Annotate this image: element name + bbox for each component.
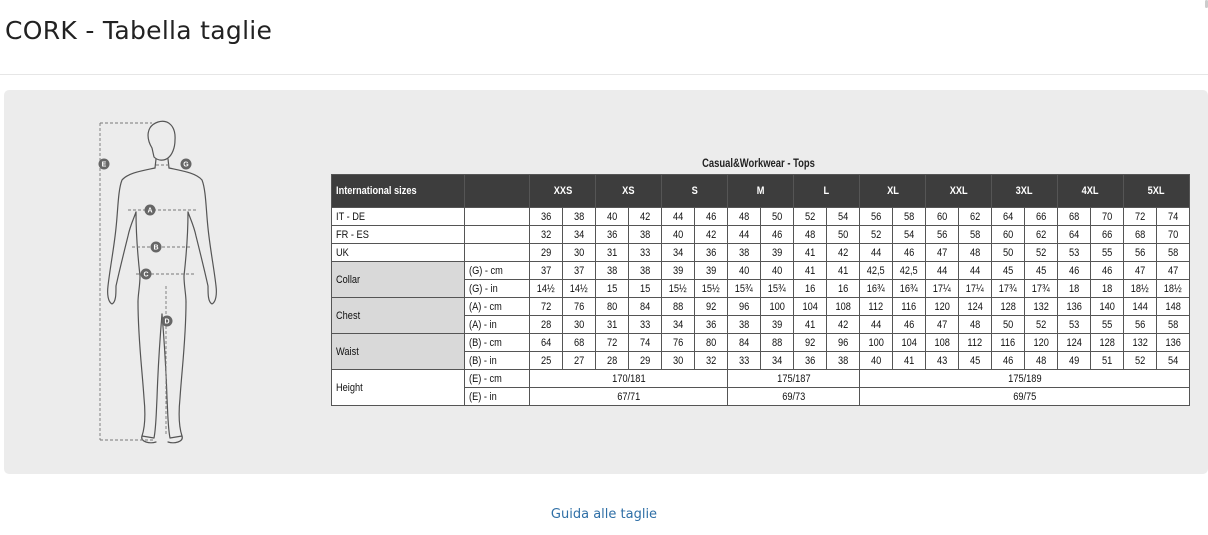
marker-e-label: E xyxy=(101,161,107,169)
row-label: FR - ES xyxy=(332,226,465,244)
value-cell: 46 xyxy=(761,226,794,244)
value-cell: 47 xyxy=(1124,262,1157,280)
height-range-cell: 69/75 xyxy=(860,388,1190,406)
value-cell: 112 xyxy=(860,298,893,316)
value-cell: 45 xyxy=(992,262,1025,280)
unit-cell: (G) - cm xyxy=(465,262,530,280)
value-cell: 70 xyxy=(1157,226,1190,244)
unit-cell: (G) - in xyxy=(465,280,530,298)
table-row xyxy=(332,226,1190,244)
value-cell: 17¼ xyxy=(959,280,992,298)
value-cell: 112 xyxy=(959,334,992,352)
header-international-sizes: International sizes xyxy=(332,175,465,208)
value-cell: 39 xyxy=(662,262,695,280)
value-cell: 18½ xyxy=(1124,280,1157,298)
size-table xyxy=(331,174,1190,406)
value-cell: 38 xyxy=(596,262,629,280)
value-cell: 74 xyxy=(629,334,662,352)
value-cell: 53 xyxy=(1058,244,1091,262)
value-cell: 64 xyxy=(992,208,1025,226)
table-row xyxy=(332,298,1190,316)
value-cell: 17¾ xyxy=(992,280,1025,298)
value-cell: 40 xyxy=(860,352,893,370)
group-label: Waist xyxy=(332,334,465,370)
value-cell: 132 xyxy=(1124,334,1157,352)
value-cell: 46 xyxy=(893,316,926,334)
value-cell: 14½ xyxy=(563,280,596,298)
value-cell: 15½ xyxy=(662,280,695,298)
value-cell: 96 xyxy=(827,334,860,352)
header-size-s: S xyxy=(662,175,728,208)
value-cell: 72 xyxy=(596,334,629,352)
value-cell: 64 xyxy=(1058,226,1091,244)
value-cell: 25 xyxy=(530,352,563,370)
value-cell: 47 xyxy=(926,244,959,262)
value-cell: 74 xyxy=(1157,208,1190,226)
value-cell: 104 xyxy=(893,334,926,352)
chart-title: Casual&Workwear - Tops xyxy=(702,158,815,170)
height-range-cell: 67/71 xyxy=(530,388,728,406)
value-cell: 132 xyxy=(1025,298,1058,316)
value-cell: 30 xyxy=(662,352,695,370)
row-label: UK xyxy=(332,244,465,262)
value-cell: 34 xyxy=(563,226,596,244)
value-cell: 44 xyxy=(662,208,695,226)
value-cell: 58 xyxy=(1157,316,1190,334)
value-cell: 34 xyxy=(662,316,695,334)
group-label: Collar xyxy=(332,262,465,298)
value-cell: 124 xyxy=(1058,334,1091,352)
value-cell: 116 xyxy=(893,298,926,316)
value-cell: 56 xyxy=(926,226,959,244)
value-cell: 104 xyxy=(794,298,827,316)
value-cell: 50 xyxy=(992,316,1025,334)
value-cell: 43 xyxy=(926,352,959,370)
value-cell: 33 xyxy=(629,316,662,334)
header-size-3xl: 3XL xyxy=(992,175,1058,208)
value-cell: 116 xyxy=(992,334,1025,352)
value-cell: 120 xyxy=(1025,334,1058,352)
value-cell: 46 xyxy=(695,208,728,226)
value-cell: 60 xyxy=(992,226,1025,244)
value-cell: 84 xyxy=(629,298,662,316)
header-size-xxl: XXL xyxy=(926,175,992,208)
header-size-4xl: 4XL xyxy=(1058,175,1124,208)
value-cell: 52 xyxy=(1025,316,1058,334)
height-range-cell: 69/73 xyxy=(728,388,860,406)
value-cell: 48 xyxy=(959,316,992,334)
value-cell: 17¾ xyxy=(1025,280,1058,298)
value-cell: 36 xyxy=(695,316,728,334)
body-measurement-figure xyxy=(96,118,228,446)
size-guide-link[interactable]: Guida alle taglie xyxy=(550,507,658,522)
value-cell: 48 xyxy=(959,244,992,262)
value-cell: 38 xyxy=(563,208,596,226)
value-cell: 14½ xyxy=(530,280,563,298)
value-cell: 62 xyxy=(1025,226,1058,244)
value-cell: 42 xyxy=(629,208,662,226)
unit-cell: (A) - cm xyxy=(465,298,530,316)
value-cell: 37 xyxy=(530,262,563,280)
value-cell: 30 xyxy=(563,316,596,334)
value-cell: 48 xyxy=(794,226,827,244)
value-cell: 39 xyxy=(695,262,728,280)
value-cell: 92 xyxy=(794,334,827,352)
value-cell: 47 xyxy=(1157,262,1190,280)
value-cell: 18½ xyxy=(1157,280,1190,298)
header-size-l: L xyxy=(794,175,860,208)
value-cell: 92 xyxy=(695,298,728,316)
value-cell: 38 xyxy=(629,226,662,244)
value-cell: 36 xyxy=(794,352,827,370)
value-cell: 30 xyxy=(563,244,596,262)
header-divider xyxy=(0,74,1208,75)
value-cell: 54 xyxy=(827,208,860,226)
value-cell: 40 xyxy=(662,226,695,244)
value-cell: 17¼ xyxy=(926,280,959,298)
value-cell: 53 xyxy=(1058,316,1091,334)
value-cell: 44 xyxy=(959,262,992,280)
value-cell: 33 xyxy=(629,244,662,262)
value-cell: 50 xyxy=(992,244,1025,262)
page-title: CORK - Tabella taglie xyxy=(5,16,273,45)
value-cell: 48 xyxy=(1025,352,1058,370)
value-cell: 54 xyxy=(893,226,926,244)
value-cell: 38 xyxy=(827,352,860,370)
value-cell: 49 xyxy=(1058,352,1091,370)
value-cell: 51 xyxy=(1091,352,1124,370)
value-cell: 100 xyxy=(860,334,893,352)
value-cell: 40 xyxy=(761,262,794,280)
header-size-xxs: XXS xyxy=(530,175,596,208)
value-cell: 29 xyxy=(629,352,662,370)
value-cell: 68 xyxy=(1058,208,1091,226)
value-cell: 40 xyxy=(728,262,761,280)
value-cell: 40 xyxy=(596,208,629,226)
value-cell: 42 xyxy=(827,244,860,262)
header-size-m: M xyxy=(728,175,794,208)
row-label: IT - DE xyxy=(332,208,465,226)
value-cell: 72 xyxy=(1124,208,1157,226)
value-cell: 136 xyxy=(1058,298,1091,316)
marker-b-label: B xyxy=(153,244,159,252)
value-cell: 16 xyxy=(827,280,860,298)
value-cell: 29 xyxy=(530,244,563,262)
value-cell: 38 xyxy=(629,262,662,280)
value-cell: 84 xyxy=(728,334,761,352)
value-cell: 44 xyxy=(860,316,893,334)
value-cell: 128 xyxy=(992,298,1025,316)
marker-d-label: D xyxy=(164,318,170,326)
value-cell: 52 xyxy=(794,208,827,226)
value-cell: 41 xyxy=(794,244,827,262)
value-cell: 31 xyxy=(596,244,629,262)
unit-cell: (B) - in xyxy=(465,352,530,370)
header-size-xl: XL xyxy=(860,175,926,208)
value-cell: 44 xyxy=(728,226,761,244)
value-cell: 72 xyxy=(530,298,563,316)
value-cell: 31 xyxy=(596,316,629,334)
table-row xyxy=(332,334,1190,352)
value-cell: 148 xyxy=(1157,298,1190,316)
value-cell: 28 xyxy=(596,352,629,370)
unit-cell xyxy=(465,244,530,262)
value-cell: 46 xyxy=(893,244,926,262)
value-cell: 18 xyxy=(1058,280,1091,298)
value-cell: 66 xyxy=(1025,208,1058,226)
value-cell: 50 xyxy=(827,226,860,244)
value-cell: 52 xyxy=(860,226,893,244)
value-cell: 58 xyxy=(959,226,992,244)
unit-cell: (E) - cm xyxy=(465,370,530,388)
value-cell: 16¾ xyxy=(893,280,926,298)
value-cell: 38 xyxy=(728,244,761,262)
value-cell: 88 xyxy=(761,334,794,352)
height-range-cell: 175/187 xyxy=(728,370,860,388)
value-cell: 120 xyxy=(926,298,959,316)
value-cell: 46 xyxy=(1058,262,1091,280)
value-cell: 45 xyxy=(959,352,992,370)
value-cell: 55 xyxy=(1091,244,1124,262)
marker-c-label: C xyxy=(143,271,149,279)
value-cell: 15¾ xyxy=(728,280,761,298)
value-cell: 44 xyxy=(926,262,959,280)
header-size-xs: XS xyxy=(596,175,662,208)
value-cell: 36 xyxy=(596,226,629,244)
value-cell: 50 xyxy=(761,208,794,226)
value-cell: 27 xyxy=(563,352,596,370)
value-cell: 15½ xyxy=(695,280,728,298)
value-cell: 64 xyxy=(530,334,563,352)
value-cell: 15 xyxy=(629,280,662,298)
value-cell: 18 xyxy=(1091,280,1124,298)
value-cell: 38 xyxy=(728,316,761,334)
unit-cell xyxy=(465,226,530,244)
value-cell: 54 xyxy=(1157,352,1190,370)
marker-a-label: A xyxy=(147,207,153,215)
unit-cell: (E) - in xyxy=(465,388,530,406)
value-cell: 52 xyxy=(1025,244,1058,262)
value-cell: 15¾ xyxy=(761,280,794,298)
table-row xyxy=(332,208,1190,226)
value-cell: 58 xyxy=(1157,244,1190,262)
value-cell: 42 xyxy=(827,316,860,334)
value-cell: 42 xyxy=(695,226,728,244)
value-cell: 68 xyxy=(1124,226,1157,244)
value-cell: 88 xyxy=(662,298,695,316)
group-label: Chest xyxy=(332,298,465,334)
value-cell: 34 xyxy=(761,352,794,370)
value-cell: 100 xyxy=(761,298,794,316)
value-cell: 36 xyxy=(695,244,728,262)
value-cell: 41 xyxy=(794,316,827,334)
value-cell: 15 xyxy=(596,280,629,298)
value-cell: 33 xyxy=(728,352,761,370)
value-cell: 136 xyxy=(1157,334,1190,352)
value-cell: 80 xyxy=(695,334,728,352)
value-cell: 108 xyxy=(827,298,860,316)
value-cell: 36 xyxy=(530,208,563,226)
value-cell: 66 xyxy=(1091,226,1124,244)
value-cell: 46 xyxy=(992,352,1025,370)
table-row xyxy=(332,262,1190,280)
value-cell: 39 xyxy=(761,316,794,334)
value-cell: 44 xyxy=(860,244,893,262)
value-cell: 32 xyxy=(530,226,563,244)
value-cell: 96 xyxy=(728,298,761,316)
value-cell: 124 xyxy=(959,298,992,316)
value-cell: 60 xyxy=(926,208,959,226)
value-cell: 58 xyxy=(893,208,926,226)
value-cell: 47 xyxy=(926,316,959,334)
value-cell: 140 xyxy=(1091,298,1124,316)
height-range-cell: 175/189 xyxy=(860,370,1190,388)
value-cell: 70 xyxy=(1091,208,1124,226)
value-cell: 80 xyxy=(596,298,629,316)
marker-g-label: G xyxy=(183,161,189,169)
value-cell: 41 xyxy=(893,352,926,370)
value-cell: 52 xyxy=(1124,352,1157,370)
value-cell: 32 xyxy=(695,352,728,370)
header-unit-blank xyxy=(465,175,530,208)
value-cell: 62 xyxy=(959,208,992,226)
value-cell: 39 xyxy=(761,244,794,262)
value-cell: 108 xyxy=(926,334,959,352)
value-cell: 41 xyxy=(827,262,860,280)
value-cell: 48 xyxy=(728,208,761,226)
value-cell: 46 xyxy=(1091,262,1124,280)
value-cell: 56 xyxy=(1124,316,1157,334)
value-cell: 45 xyxy=(1025,262,1058,280)
group-label: Height xyxy=(332,370,465,406)
value-cell: 16¾ xyxy=(860,280,893,298)
height-range-cell: 170/181 xyxy=(530,370,728,388)
value-cell: 76 xyxy=(662,334,695,352)
unit-cell: (A) - in xyxy=(465,316,530,334)
value-cell: 55 xyxy=(1091,316,1124,334)
value-cell: 41 xyxy=(794,262,827,280)
value-cell: 16 xyxy=(794,280,827,298)
value-cell: 144 xyxy=(1124,298,1157,316)
value-cell: 68 xyxy=(563,334,596,352)
value-cell: 37 xyxy=(563,262,596,280)
header-size-5xl: 5XL xyxy=(1124,175,1190,208)
unit-cell: (B) - cm xyxy=(465,334,530,352)
value-cell: 76 xyxy=(563,298,596,316)
table-header-row xyxy=(332,175,1190,208)
table-row xyxy=(332,370,1190,388)
value-cell: 28 xyxy=(530,316,563,334)
value-cell: 56 xyxy=(1124,244,1157,262)
value-cell: 42,5 xyxy=(860,262,893,280)
value-cell: 42,5 xyxy=(893,262,926,280)
value-cell: 34 xyxy=(662,244,695,262)
table-row xyxy=(332,244,1190,262)
unit-cell xyxy=(465,208,530,226)
value-cell: 128 xyxy=(1091,334,1124,352)
value-cell: 56 xyxy=(860,208,893,226)
